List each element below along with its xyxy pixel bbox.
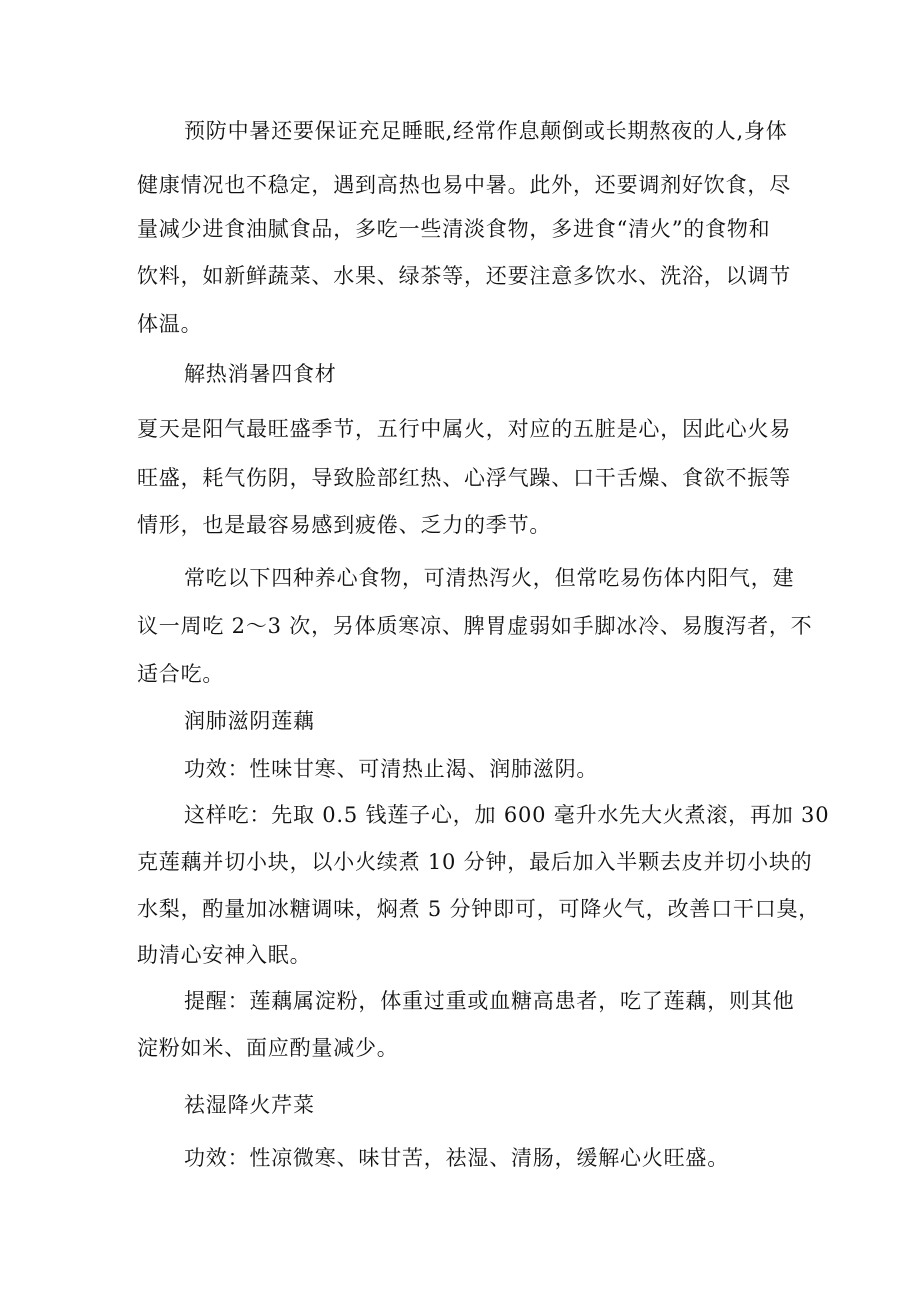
paragraph-line: 旺盛，耗气伤阴，导致脸部红热、心浮气躁、口干舌燥、食欲不振等 bbox=[137, 466, 791, 490]
section-heading: 解热消暑四食材 bbox=[184, 362, 337, 386]
section-heading: 祛湿降火芹菜 bbox=[184, 1093, 315, 1117]
paragraph-line: 助清心安神入眠。 bbox=[137, 943, 312, 967]
paragraph-line: 饮料，如新鲜蔬菜、水果、绿茶等，还要注意多饮水、洗浴，以调节 bbox=[137, 264, 791, 288]
paragraph-line: 体温。 bbox=[137, 312, 203, 336]
paragraph-line: 克莲藕并切小块，以小火续煮 10 分钟，最后加入半颗去皮并切小块的 bbox=[137, 850, 813, 874]
paragraph-line: 议一周吃 2～3 次，另体质寒凉、脾胃虚弱如手脚冰冷、易腹泻者，不 bbox=[137, 614, 813, 638]
paragraph-line: 常吃以下四种养心食物，可清热泻火，但常吃易伤体内阳气，建 bbox=[184, 566, 795, 590]
paragraph-line: 量减少进食油腻食品，多吃一些清淡食物，多进食“清火”的食物和 bbox=[137, 217, 771, 241]
paragraph-line: 适合吃。 bbox=[137, 662, 225, 686]
paragraph-line: 健康情况也不稳定，遇到高热也易中暑。此外，还要调剂好饮食，尽 bbox=[137, 173, 791, 197]
paragraph-line: 淀粉如米、面应酌量减少。 bbox=[137, 1036, 399, 1060]
paragraph-line: 水梨，酌量加冰糖调味，焖煮 5 分钟即可，可降火气，改善口干口臭， bbox=[137, 897, 821, 921]
paragraph-line: 夏天是阳气最旺盛季节，五行中属火，对应的五脏是心，因此心火易 bbox=[137, 417, 791, 441]
paragraph-line: 这样吃：先取 0.5 钱莲子心，加 600 毫升水先大火煮滚，再加 30 bbox=[184, 803, 830, 827]
section-heading: 润肺滋阴莲藕 bbox=[184, 709, 315, 733]
paragraph-line: 功效：性味甘寒、可清热止渴、润肺滋阴。 bbox=[184, 757, 599, 781]
paragraph-line: 提醒：莲藕属淀粉，体重过重或血糖高患者，吃了莲藕，则其他 bbox=[184, 989, 795, 1013]
paragraph-line: 功效：性凉微寒、味甘苦，祛湿、清肠，缓解心火旺盛。 bbox=[184, 1146, 729, 1170]
paragraph-line: 预防中暑还要保证充足睡眠,经常作息颠倒或长期熬夜的人,身体 bbox=[184, 119, 788, 143]
paragraph-line: 情形，也是最容易感到疲倦、乏力的季节。 bbox=[137, 513, 552, 537]
